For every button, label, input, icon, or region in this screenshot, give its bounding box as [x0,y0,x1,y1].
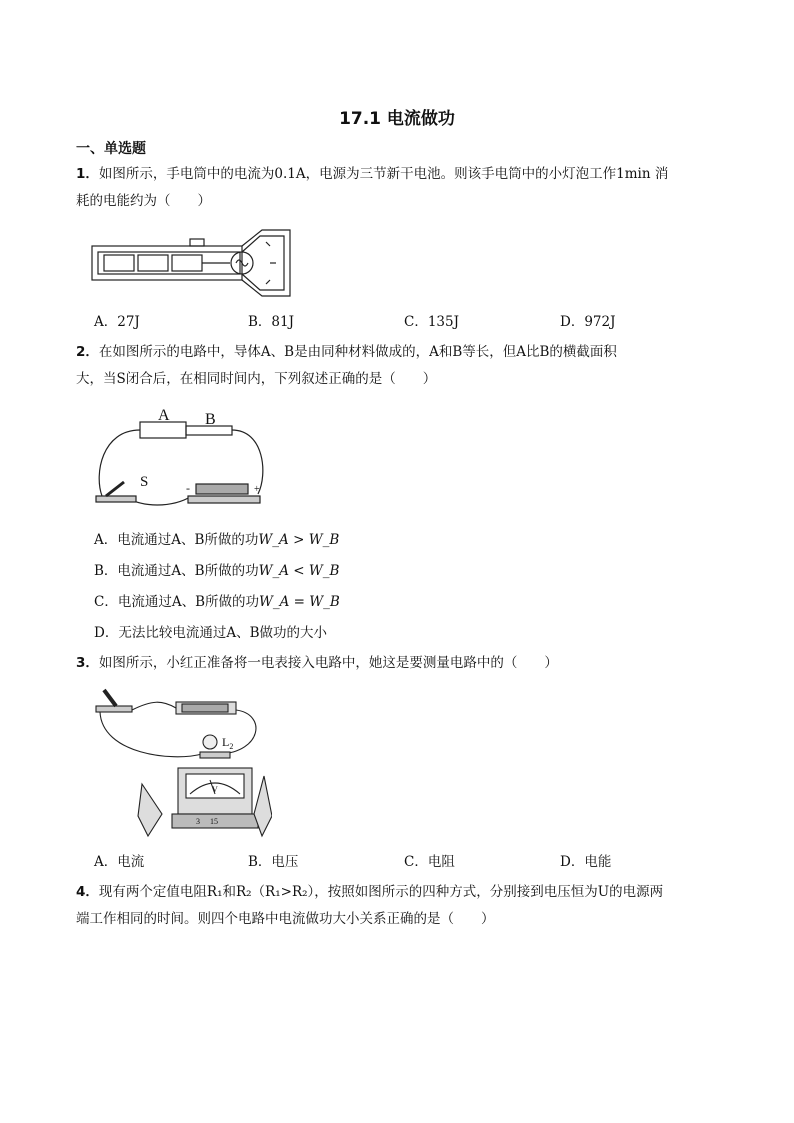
question-number: 4． [76,884,99,900]
option-c[interactable]: C．电阻 [404,854,455,870]
option-math: W_A = W_B [259,594,340,610]
q1-options [94,312,714,332]
section-heading: 一、单选题 [76,141,146,157]
question-text-line1: 现有两个定值电阻R₁和R₂（R₁>R₂），按照如图所示的四种方式，分别接到电压恒为U的电源两 [98,884,664,900]
option-a[interactable]: A．电流 [94,854,145,870]
question-text-line1: 如图所示，手电筒中的电流为0.1A，电源为三节新干电池。则该手电筒中的小灯泡工作1min 消 [98,166,669,182]
option-b[interactable]: B．电压 [248,854,299,870]
question-text-line1: 在如图所示的电路中，导体A、B是由同种材料做成的，A和B等长，但A比B的横截面积 [98,344,617,360]
option-d[interactable]: D．972J [560,314,616,330]
option-d[interactable]: D．电能 [560,854,612,870]
page-title: 17.1 电流做功 [339,109,455,129]
question-4 [76,879,726,933]
terminal-3: 3 [196,817,200,826]
question-1 [76,161,726,215]
option-b[interactable]: B．81J [248,314,295,330]
meter-circuit-figure [92,684,272,842]
option-a[interactable]: A．电流通过A、B所做的功W_A > W_B [94,532,340,548]
label-minus: - [186,481,190,495]
question-number: 3． [76,655,99,671]
terminal-15: 15 [210,817,218,826]
question-text-line2: 端工作相同的时间。则四个电路中电流做功大小关系正确的是（ ） [76,911,495,927]
question-2 [76,339,726,393]
option-c[interactable]: C．135J [404,314,460,330]
label-b: B [205,411,216,428]
question-text-line2: 耗的电能约为（ ） [76,193,211,209]
question-text-line1: 如图所示，小红正准备将一电表接入电路中，她这是要测量电路中的（ ） [98,655,558,671]
option-math: W_A < W_B [258,563,340,579]
meter-label: V [212,785,218,794]
q3-options [94,852,714,872]
question-text-line2: 大，当S闭合后，在相同时间内，下列叙述正确的是（ ） [76,371,437,387]
conductor-circuit-figure [92,404,272,512]
label-plus: + [254,484,260,495]
option-b[interactable]: B．电流通过A、B所做的功W_A < W_B [94,563,340,579]
label-s: S [140,474,149,490]
option-c[interactable]: C．电流通过A、B所做的功W_A = W_B [94,594,340,610]
flashlight-figure [90,226,300,298]
option-a[interactable]: A．27J [94,314,140,330]
lamp-label: $L_2$ [222,735,234,751]
question-3 [76,650,726,677]
option-math: W_A > W_B [258,532,340,548]
option-d[interactable]: D．无法比较电流通过A、B做功的大小 [94,625,327,641]
q2-options [94,530,340,654]
question-number: 2． [76,344,99,360]
label-a: A [158,407,170,424]
question-number: 1． [76,166,99,182]
